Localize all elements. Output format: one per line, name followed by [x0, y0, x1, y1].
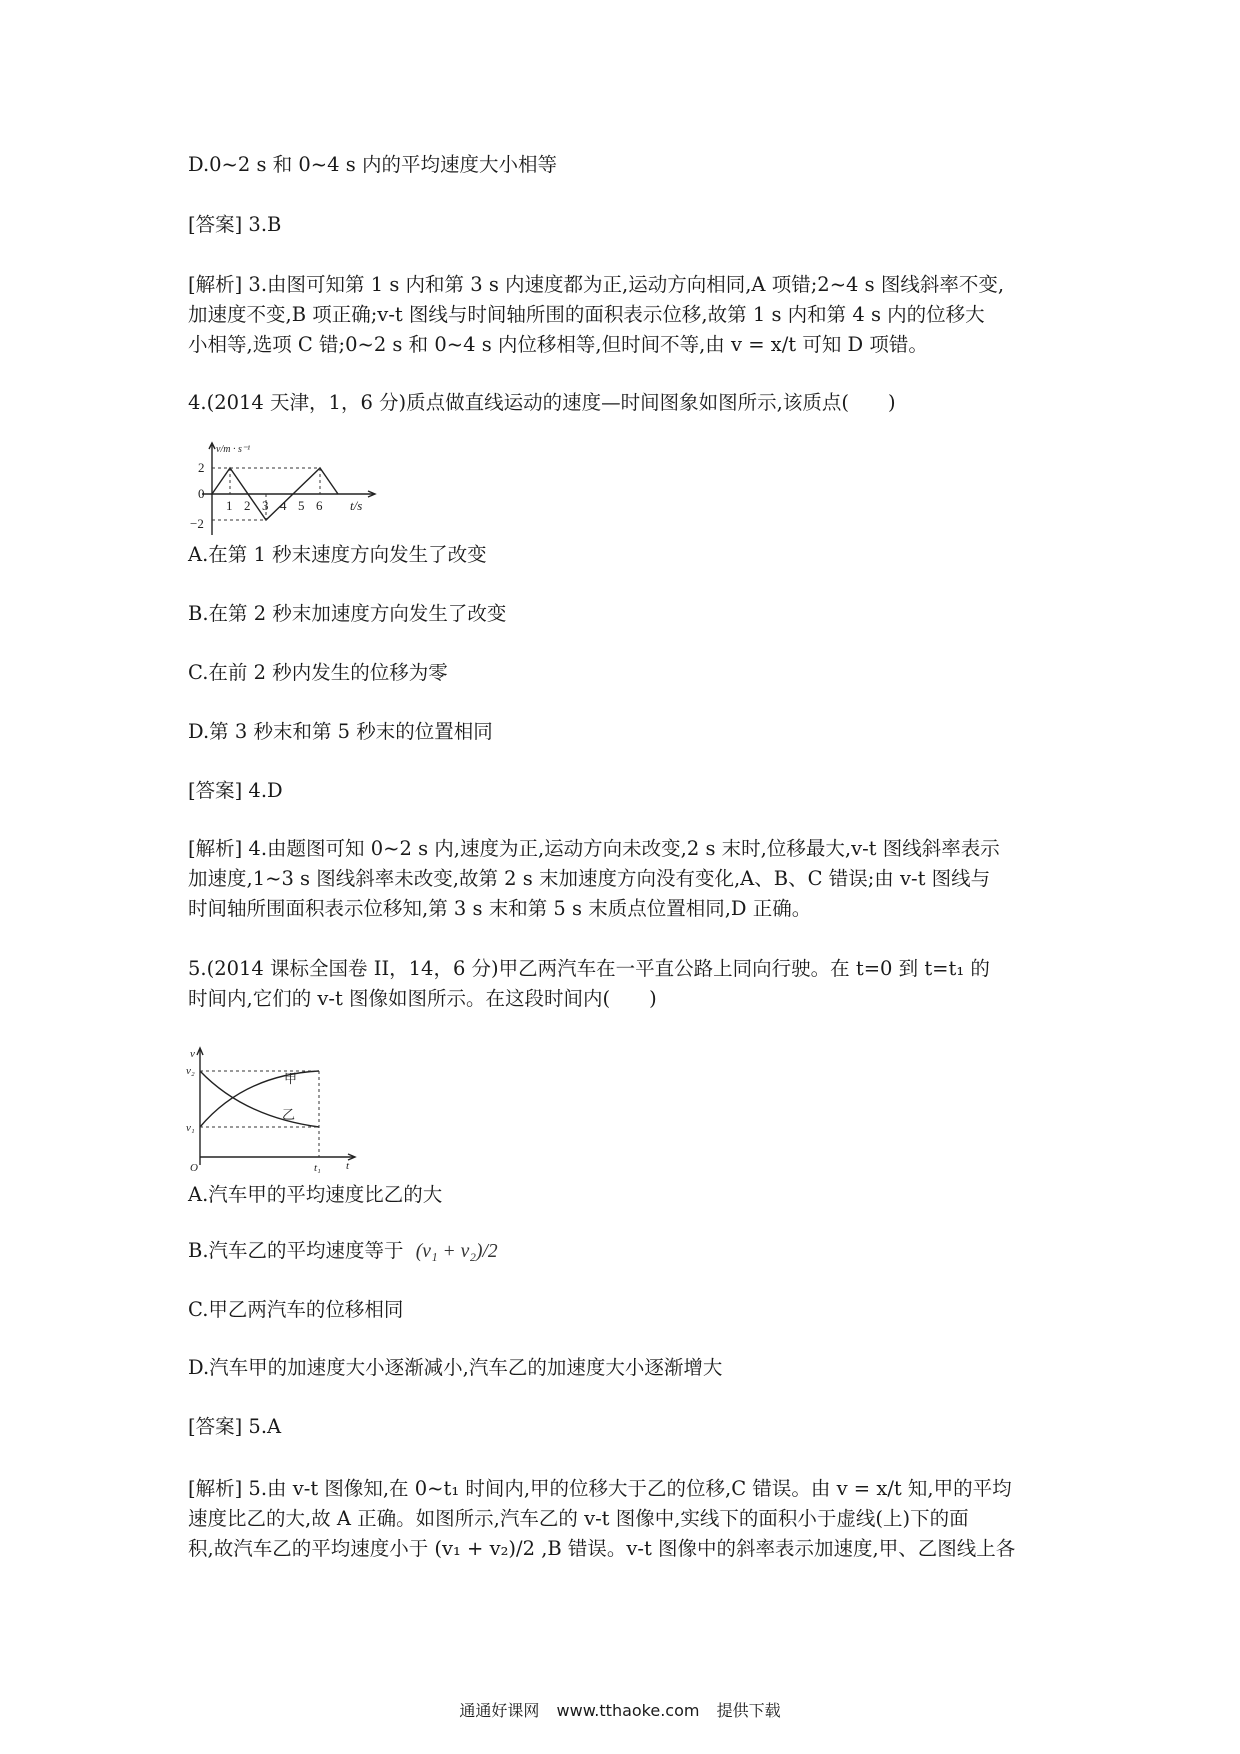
- footer-site: 通通好课网: [459, 1701, 540, 1720]
- q5-stem-line-2: 时间内,它们的 v-t 图像如图所示。在这段时间内( ): [188, 987, 657, 1010]
- q4-answer: [答案] 4.D: [188, 779, 283, 802]
- q4-analysis-line-3: 时间轴所围面积表示位移知,第 3 s 末和第 5 s 末质点位置相同,D 正确。: [188, 897, 812, 920]
- q4-graph-xtick-3: 3: [262, 498, 269, 513]
- q5-analysis-line-1: [解析] 5.由 v-t 图像知,在 0~t₁ 时间内,甲的位移大于乙的位移,C 错误。由 v = x/t 知,甲的平均: [188, 1477, 1012, 1500]
- q5-option-d: D.汽车甲的加速度大小逐渐减小,汽车乙的加速度大小逐渐增大: [188, 1356, 723, 1379]
- q5-graph-v2: v₂: [186, 1065, 195, 1077]
- footer-url[interactable]: www.tthaoke.com: [556, 1701, 700, 1720]
- q4-option-a: A.在第 1 秒末速度方向发生了改变: [188, 543, 487, 566]
- q4-graph-xtick-6: 6: [316, 498, 323, 513]
- q5-analysis-line-3: 积,故汽车乙的平均速度小于 (v₁ + v₂)/2 ,B 错误。v-t 图像中的斜率表示加速度,甲、乙图线上各: [188, 1537, 1016, 1560]
- q5-graph-origin: O: [190, 1162, 198, 1174]
- q5-stem-line-1: 5.(2014 课标全国卷 II，14，6 分)甲乙两汽车在一平直公路上同向行驶。在 t=0 到 t=t₁ 的: [188, 957, 990, 980]
- q4-graph-xtick-1: 1: [226, 498, 233, 513]
- q3-analysis-line-3: 小相等,选项 C 错;0~2 s 和 0~4 s 内位移相等,但时间不等,由 v = x/t 可知 D 项错。: [188, 333, 928, 356]
- q4-option-d: D.第 3 秒末和第 5 秒末的位置相同: [188, 720, 493, 743]
- q5-graph-t1: t₁: [314, 1162, 321, 1174]
- q5-graph-ylabel: v: [190, 1048, 195, 1060]
- q5-answer: [答案] 5.A: [188, 1415, 282, 1438]
- q4-stem: 4.(2014 天津，1，6 分)质点做直线运动的速度—时间图象如图所示,该质点( ): [188, 391, 896, 414]
- q5-option-c: C.甲乙两汽车的位移相同: [188, 1298, 404, 1321]
- q5-graph-curve-b: 乙: [282, 1107, 296, 1122]
- q4-graph-xtick-4: 4: [280, 498, 287, 513]
- q4-graph-ytick-2: 2: [198, 460, 205, 475]
- q5-graph-xlabel: t: [346, 1160, 350, 1172]
- q4-graph-ytick-neg2: −2: [190, 516, 204, 531]
- q4-vt-graph: [186, 440, 386, 540]
- q5-graph-curve-a: 甲: [284, 1071, 298, 1086]
- q4-analysis-line-1: [解析] 4.由题图可知 0~2 s 内,速度为正,运动方向未改变,2 s 末时,位移最大,v-t 图线斜率表示: [188, 837, 1000, 860]
- q5-option-a: A.汽车甲的平均速度比乙的大: [188, 1183, 443, 1206]
- q3-analysis-line-1: [解析] 3.由图可知第 1 s 内和第 3 s 内速度都为正,运动方向相同,A 项错;2~4 s 图线斜率不变,: [188, 273, 1005, 296]
- page-footer: [0, 1698, 1240, 1721]
- q5-vt-graph: [184, 1045, 364, 1175]
- q5-option-b-fraction: (v₁ + v₂)/2: [415, 1241, 498, 1262]
- q4-option-b: B.在第 2 秒末加速度方向发生了改变: [188, 602, 507, 625]
- q3-analysis-line-2: 加速度不变,B 项正确;v-t 图线与时间轴所围的面积表示位移,故第 1 s 内和第 4 s 内的位移大: [188, 303, 985, 326]
- q4-analysis-line-2: 加速度,1~3 s 图线斜率未改变,故第 2 s 末加速度方向没有变化,A、B、C 错误;由 v-t 图线与: [188, 867, 991, 890]
- q4-option-c: C.在前 2 秒内发生的位移为零: [188, 661, 448, 684]
- q4-graph-xtick-5: 5: [298, 498, 305, 513]
- footer-note: 提供下载: [716, 1701, 781, 1720]
- q3-answer: [答案] 3.B: [188, 213, 282, 236]
- q5-option-b-text: B.汽车乙的平均速度等于: [188, 1239, 404, 1262]
- q5-option-b: [188, 1236, 498, 1267]
- q5-analysis-line-2: 速度比乙的大,故 A 正确。如图所示,汽车乙的 v-t 图像中,实线下的面积小于虚线(上)下的面: [188, 1507, 969, 1530]
- q4-graph-xtick-2: 2: [244, 498, 251, 513]
- q4-graph-xlabel: t/s: [350, 498, 363, 513]
- q4-graph-ylabel: v/m · s⁻¹: [216, 444, 251, 455]
- q4-graph-ytick-0: 0: [198, 486, 205, 501]
- q5-graph-v1: v₁: [186, 1122, 195, 1134]
- q3-option-d: D.0~2 s 和 0~4 s 内的平均速度大小相等: [188, 153, 557, 176]
